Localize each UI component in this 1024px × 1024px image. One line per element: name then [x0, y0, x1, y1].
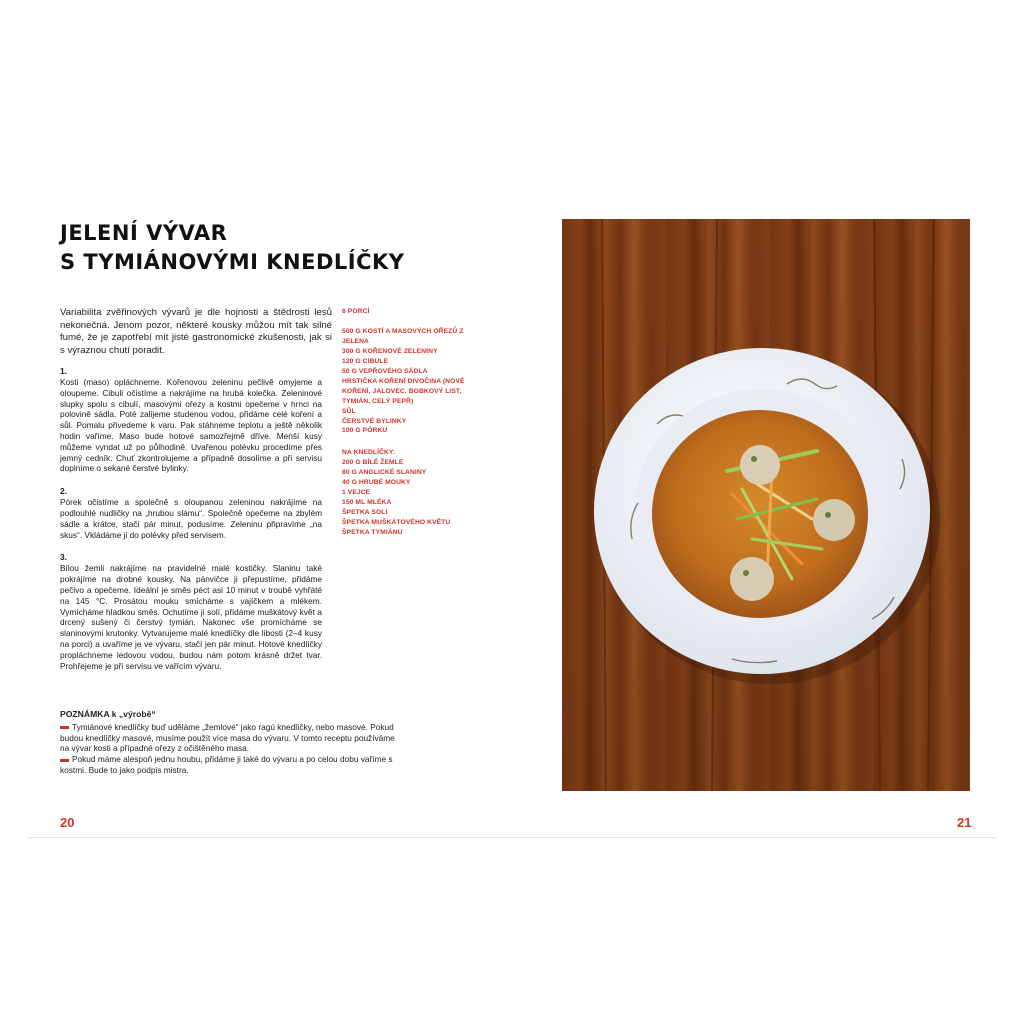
step-3	[60, 552, 322, 671]
note-title: POZNÁMKA k „výrobě“	[60, 709, 156, 719]
ingredient-item: 50 G VEPŘOVÉHO SÁDLA	[342, 367, 428, 375]
page-number-left: 20	[60, 815, 75, 830]
page-number-right: 21	[957, 815, 972, 830]
step-2	[60, 486, 322, 540]
dumplings-heading: NA KNEDLÍČKY:	[342, 449, 396, 457]
dumpling-ingredient-item: 1 VEJCE	[342, 489, 371, 497]
ingredient-item: SŮL	[342, 407, 356, 415]
note-line	[60, 722, 405, 754]
recipe-note	[60, 709, 405, 776]
ingredient-item: HRSTIČKA KOŘENÍ DIVOČINA (NOVÉ KOŘENÍ, JALOVEC, BOBKOVÝ LIST, TYMIÁN, CELÝ PEPŘ)	[342, 377, 465, 405]
dumpling-ingredient-item: ŠPETKA TYMIÁNU	[342, 529, 403, 537]
title-line-2: S TYMIÁNOVÝMI KNEDLÍČKY	[60, 250, 405, 274]
ingredient-item: 120 G CIBULE	[342, 357, 389, 365]
recipe-title	[60, 219, 480, 277]
recipe-steps	[60, 366, 322, 683]
step-text: Pórek očistíme a společně s oloupanou zeleninou nakrájíme na podlouhlé nudličky na „hrubou slámu“. Společně opečeme na zbylém sádle a krátce, stačí pár minut, podusíme. Zeleninu připravíme „na skus“. Vkládáme ji do polévky před servisem.	[60, 497, 322, 540]
dumpling-ingredient-item: 200 G BÍLÉ ŽEMLE	[342, 459, 404, 467]
note-line	[60, 754, 405, 776]
dumpling-ingredient-item: ŠPETKA MUŠKÁTOVÉHO KVĚTU	[342, 519, 451, 527]
ingredient-item: 100 G PÓRKU	[342, 427, 388, 435]
soup-plate-illustration	[562, 219, 970, 791]
dumpling-ingredient-item: 40 G HRUBÉ MOUKY	[342, 479, 411, 487]
step-number: 1.	[60, 366, 67, 376]
dumpling-ingredient-item: ŠPETKA SOLI	[342, 509, 388, 517]
step-text: Bílou žemli nakrájíme na pravidelné malé kostičky. Slaninu také pokrájíme na drobné kousky. Na pánvičce ji přepustíme, přidáme pečivo a opečeme. Ideální je směs péct asi 10 minut v troubě vyhřáté na 145 °C. Prosátou mouku smícháme s vajíčkem a mlékem. Vymícháme hladkou směs. Ochutíme ji solí, přidáme muškátový květ a drcený sušený či čerstvý tymián. Nakonec vše promícháme se slaninovými krutonky. Vytvarujeme malé knedlíčky dle libosti (2–4 kusy na porci) a uvaříme je ve vývaru, stačí jen pár minut. Hotové knedlíčky propláchneme ledovou vodou, budou nám potom krásně držet tvar. Prohřejeme je při servisu ve vařícím vývaru.	[60, 563, 322, 671]
dumpling-ingredient-item: 80 G ANGLICKÉ SLANINY	[342, 469, 427, 477]
note-text: Tymiánové knedlíčky buď uděláme „žemlové“ jako ragú knedlíčky, nebo masové. Pokud budou knedlíčky masové, musíme použít více masa do vývaru. V tomto receptu používáme na vývar kosti a případné ořezy z očištěného masa.	[60, 721, 395, 754]
portions-label: 6 PORCÍ	[342, 308, 370, 315]
step-number: 3.	[60, 552, 67, 563]
ingredient-item: 300 G KOŘENOVÉ ZELENINY	[342, 347, 438, 355]
red-dash-icon	[60, 759, 69, 762]
step-1	[60, 366, 322, 474]
ingredient-item: ČERSTVÉ BYLINKY	[342, 417, 407, 425]
title-line-1: JELENÍ VÝVAR	[60, 221, 228, 245]
page-divider	[28, 837, 996, 838]
recipe-intro: Variabilita zvěřinových vývarů je dle hojnosti a štědrosti lesů nekonečná. Jenom pozor, některé kousky můžou mít tak silné fumé, že je zapotřebí mít jisté gastronomické zkušenosti, jak si s výraznou chutí poradit.	[60, 307, 332, 356]
note-text: Pokud máme alespoň jednu houbu, přidáme ji také do vývaru a po celou dobu vaříme s kostmi. Bude to jako podpis mistra.	[60, 754, 393, 775]
step-number: 2.	[60, 486, 67, 497]
step-text: Kosti (maso) opláchneme. Kořenovou zeleninu pečlivě omyjeme a oloupeme. Cibuli očistíme a nakrájíme na hrubá kolečka. Zeleninové slupky spolu s cibulí, masovými ořezy a kostmi opečeme v hrnci na polovině sádla. Poté zalijeme studenou vodou, přidáme celé koření a sůl. Pomalu přivedeme k varu. Pak stáhneme teplotu a ještě několik hodin vaříme. Maso bude hotové samozřejmě dříve. Menší kusy můžeme vyndat už po půlhodině. Uvařenou polévku procedíme přes jemný cedník. Chuť zkontrolujeme a případně dosolíme a při servisu doplníme o sekané čerstvé bylinky.	[60, 377, 322, 474]
ingredient-item: 500 G KOSTÍ A MASOVÝCH OŘEZŮ Z JELENA	[342, 327, 464, 345]
ingredients-list	[342, 307, 467, 538]
soup-photo	[562, 219, 970, 791]
red-dash-icon	[60, 726, 69, 729]
dumpling-ingredient-item: 150 ML MLÉKA	[342, 499, 392, 507]
